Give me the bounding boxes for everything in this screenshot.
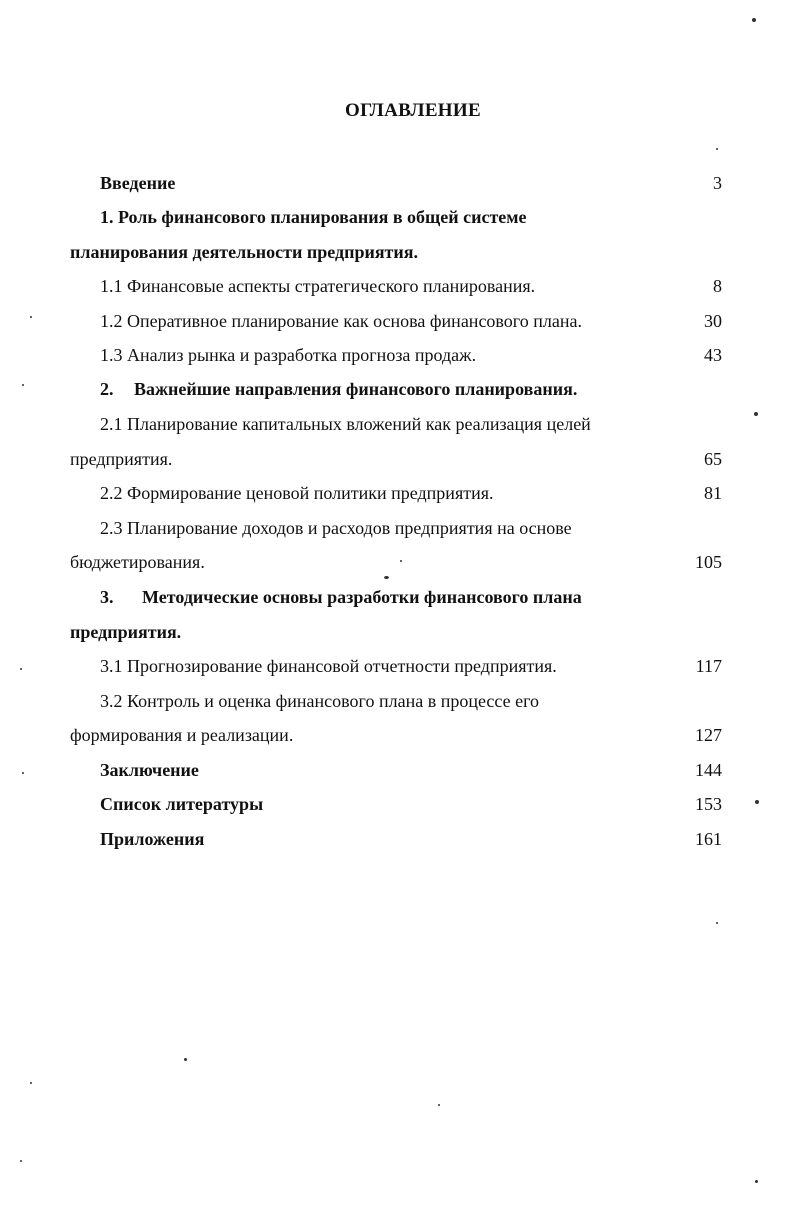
page-number: 43: [704, 345, 722, 365]
toc-section-1-1: 1.1 Финансовые аспекты стратегического планирования.: [100, 276, 536, 296]
page-number: 3: [713, 173, 722, 193]
chapter-title: Важнейшие направления финансового планирования.: [134, 379, 578, 399]
toc-chapter-1-line2: планирования деятельности предприятия.: [70, 242, 419, 262]
page-number: 81: [704, 483, 722, 503]
page-number: 161: [695, 829, 722, 849]
toc-section-1-2: 1.2 Оперативное планирование как основа финансового плана.: [100, 311, 582, 331]
page-number: 153: [695, 794, 722, 814]
chapter-title: Методические основы разработки финансового плана: [142, 587, 582, 607]
toc-section-2-3-line2: бюджетирования.: [70, 552, 205, 572]
toc-section-2-2: 2.2 Формирование ценовой политики предприятия.: [100, 483, 494, 503]
page-number: 105: [695, 552, 722, 572]
toc-section-3-1: 3.1 Прогнозирование финансовой отчетности предприятия.: [100, 656, 557, 676]
toc-entry-introduction: Введение: [100, 173, 176, 193]
page-number: 8: [713, 276, 722, 296]
toc-chapter-2: [100, 378, 577, 400]
page-title: ОГЛАВЛЕНИЕ: [345, 100, 481, 121]
toc-section-1-3: 1.3 Анализ рынка и разработка прогноза продаж.: [100, 345, 477, 365]
toc-chapter-3-line2: предприятия.: [70, 622, 182, 642]
chapter-number: 2.: [100, 379, 114, 399]
page-number: 127: [695, 725, 722, 745]
toc-entry-references: Список литературы: [100, 794, 264, 814]
toc-section-2-1-line1: 2.1 Планирование капитальных вложений как реализация целей: [100, 414, 591, 434]
toc-chapter-3-line1: [100, 586, 582, 608]
toc-entry-appendices: Приложения: [100, 829, 205, 849]
page-number: 65: [704, 449, 722, 469]
toc-section-2-1-line2: предприятия.: [70, 449, 173, 469]
toc-chapter-1-line1: 1. Роль финансового планирования в общей системе: [100, 207, 527, 227]
page-number: 144: [695, 760, 722, 780]
toc-section-3-2-line2: формирования и реализации.: [70, 725, 294, 745]
toc-entry-conclusion: Заключение: [100, 760, 199, 780]
toc-section-2-3-line1: 2.3 Планирование доходов и расходов предприятия на основе: [100, 518, 572, 538]
toc-section-3-2-line1: 3.2 Контроль и оценка финансового плана в процессе его: [100, 691, 540, 711]
page-number: 117: [695, 656, 722, 676]
page-number: 30: [704, 311, 722, 331]
chapter-number: 3.: [100, 587, 114, 607]
